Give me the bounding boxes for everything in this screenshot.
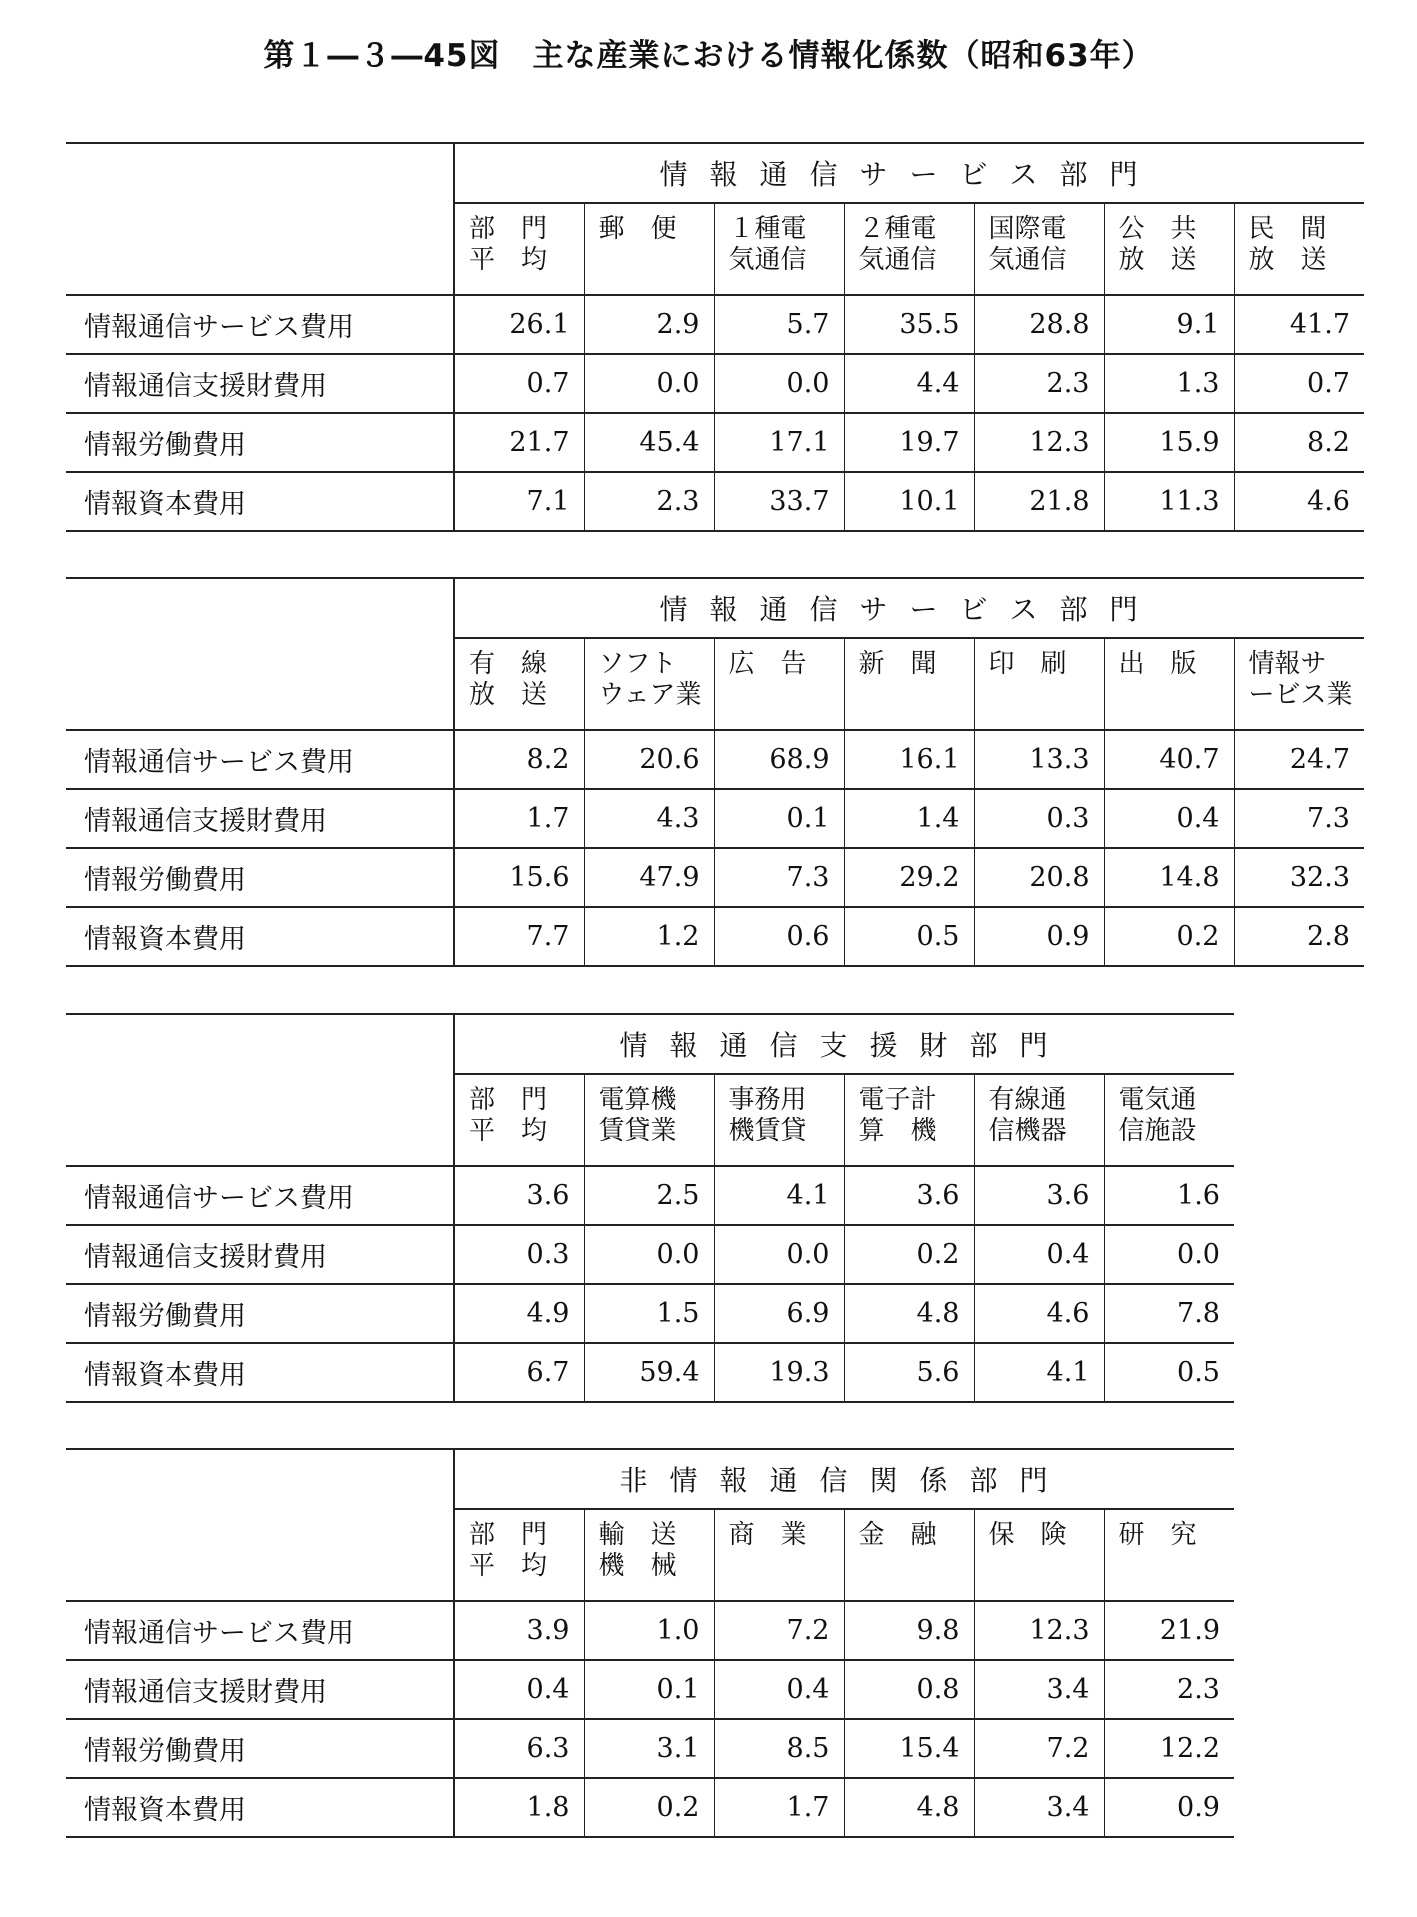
industry-label-line1: 公 共 [1118, 214, 1197, 244]
coefficient-cell: 12.3 [974, 1601, 1104, 1660]
coefficient-cell: 41.7 [1234, 295, 1364, 354]
coefficient-cell: 0.2 [584, 1778, 714, 1837]
coefficient-cell: 1.3 [1104, 354, 1234, 413]
coefficient-cell: 4.8 [844, 1778, 974, 1837]
industry-label-line2: 放 送 [1118, 245, 1197, 275]
industry-column-header [1104, 638, 1234, 730]
coefficient-cell: 7.3 [714, 848, 844, 907]
group-header-row [66, 143, 1364, 203]
coefficient-cell: 0.0 [714, 354, 844, 413]
industry-column-header [1234, 203, 1364, 295]
coefficient-cell: 35.5 [844, 295, 974, 354]
coefficient-cell: 7.2 [974, 1719, 1104, 1778]
coefficient-cell: 20.8 [974, 848, 1104, 907]
coefficient-cell: 1.7 [714, 1778, 844, 1837]
table-row [66, 1601, 1234, 1660]
industry-label-line1: 電気通 [1118, 1085, 1197, 1115]
coefficient-cell: 7.3 [1234, 789, 1364, 848]
industry-column-header [714, 203, 844, 295]
cost-category-label: 情報資本費用 [66, 1778, 454, 1837]
industry-header-row [66, 203, 1364, 295]
coefficient-table [66, 1448, 1234, 1838]
industry-label-line1: 有 線 [469, 649, 548, 679]
coefficient-cell: 10.1 [844, 472, 974, 531]
coefficient-cell: 2.9 [584, 295, 714, 354]
coefficient-cell: 15.9 [1104, 413, 1234, 472]
industry-column-header [974, 1509, 1104, 1601]
industry-header-row [66, 1509, 1234, 1601]
coefficient-cell: 15.6 [454, 848, 584, 907]
coefficient-cell: 4.8 [844, 1284, 974, 1343]
coefficient-cell: 47.9 [584, 848, 714, 907]
stub-header [66, 1074, 454, 1166]
coefficient-cell: 17.1 [714, 413, 844, 472]
table-row [66, 1343, 1234, 1402]
table-row [66, 1284, 1234, 1343]
coefficient-cell: 1.7 [454, 789, 584, 848]
coefficient-cell: 0.4 [454, 1660, 584, 1719]
table-block [66, 1013, 1234, 1403]
industry-column-header [974, 203, 1104, 295]
coefficient-cell: 3.9 [454, 1601, 584, 1660]
industry-column-header [1104, 1509, 1234, 1601]
coefficient-cell: 1.6 [1104, 1166, 1234, 1225]
sector-group-header: 情報通信サービス部門 [454, 143, 1364, 203]
coefficient-cell: 7.1 [454, 472, 584, 531]
coefficient-cell: 3.6 [844, 1166, 974, 1225]
cost-category-label: 情報通信支援財費用 [66, 1660, 454, 1719]
stub-header [66, 1014, 454, 1074]
coefficient-cell: 45.4 [584, 413, 714, 472]
table-row [66, 413, 1364, 472]
coefficient-cell: 14.8 [1104, 848, 1234, 907]
industry-column-header [454, 1509, 584, 1601]
industry-label-line1: 有線通 [988, 1085, 1067, 1115]
cost-category-label: 情報労働費用 [66, 1719, 454, 1778]
industry-label-line1: 研 究 [1118, 1520, 1197, 1550]
coefficient-cell: 12.3 [974, 413, 1104, 472]
group-header-row [66, 1449, 1234, 1509]
coefficient-cell: 20.6 [584, 730, 714, 789]
table-row [66, 1225, 1234, 1284]
table-row [66, 354, 1364, 413]
group-header-row [66, 578, 1364, 638]
coefficient-cell: 1.4 [844, 789, 974, 848]
industry-label-line2: 機 械 [598, 1551, 677, 1581]
coefficient-cell: 6.7 [454, 1343, 584, 1402]
coefficient-cell: 9.1 [1104, 295, 1234, 354]
coefficient-cell: 28.8 [974, 295, 1104, 354]
coefficient-cell: 7.7 [454, 907, 584, 966]
coefficient-cell: 32.3 [1234, 848, 1364, 907]
coefficient-cell: 0.0 [1104, 1225, 1234, 1284]
coefficient-cell: 0.0 [584, 1225, 714, 1284]
cost-category-label: 情報通信サービス費用 [66, 1166, 454, 1225]
cost-category-label: 情報労働費用 [66, 848, 454, 907]
industry-label-line1: ２種電 [858, 214, 937, 244]
industry-label-line2: 放 送 [469, 680, 548, 710]
coefficient-cell: 3.1 [584, 1719, 714, 1778]
coefficient-cell: 0.3 [974, 789, 1104, 848]
industry-label-line1: 部 門 [469, 1520, 548, 1550]
industry-label-line2: 平 均 [469, 1551, 548, 1581]
coefficient-cell: 0.4 [974, 1225, 1104, 1284]
table-row [66, 848, 1364, 907]
coefficient-table [66, 1013, 1234, 1403]
industry-column-header [454, 203, 584, 295]
industry-label-line1: 出 版 [1118, 649, 1197, 679]
industry-column-header [584, 203, 714, 295]
industry-label-line2: 平 均 [469, 245, 548, 275]
coefficient-cell: 0.7 [1234, 354, 1364, 413]
coefficient-cell: 3.4 [974, 1660, 1104, 1719]
coefficient-cell: 16.1 [844, 730, 974, 789]
coefficient-table [66, 142, 1364, 532]
coefficient-cell: 3.6 [454, 1166, 584, 1225]
coefficient-cell: 2.3 [584, 472, 714, 531]
coefficient-cell: 1.5 [584, 1284, 714, 1343]
coefficient-cell: 0.1 [584, 1660, 714, 1719]
cost-category-label: 情報通信支援財費用 [66, 789, 454, 848]
industry-column-header [714, 1074, 844, 1166]
coefficient-cell: 3.4 [974, 1778, 1104, 1837]
table-row [66, 472, 1364, 531]
table-row [66, 295, 1364, 354]
coefficient-cell: 1.8 [454, 1778, 584, 1837]
industry-label-line1: 部 門 [469, 214, 548, 244]
industry-label-line1: 部 門 [469, 1085, 548, 1115]
coefficient-cell: 0.5 [844, 907, 974, 966]
industry-column-header [1104, 1074, 1234, 1166]
coefficient-cell: 0.0 [584, 354, 714, 413]
industry-column-header [1234, 638, 1364, 730]
coefficient-cell: 11.3 [1104, 472, 1234, 531]
industry-column-header [974, 638, 1104, 730]
table-row [66, 789, 1364, 848]
industry-label-line1: 情報サ [1248, 649, 1327, 679]
coefficient-cell: 0.7 [454, 354, 584, 413]
coefficient-cell: 7.8 [1104, 1284, 1234, 1343]
coefficient-cell: 8.5 [714, 1719, 844, 1778]
industry-label-line2: 信施設 [1118, 1116, 1197, 1146]
industry-label-line1: 広 告 [728, 649, 807, 679]
coefficient-cell: 68.9 [714, 730, 844, 789]
coefficient-cell: 2.3 [974, 354, 1104, 413]
stub-header [66, 203, 454, 295]
coefficient-cell: 15.4 [844, 1719, 974, 1778]
coefficient-cell: 6.9 [714, 1284, 844, 1343]
coefficient-cell: 13.3 [974, 730, 1104, 789]
industry-label-line1: 電子計 [858, 1085, 937, 1115]
stub-header [66, 1449, 454, 1509]
coefficient-cell: 40.7 [1104, 730, 1234, 789]
cost-category-label: 情報通信サービス費用 [66, 1601, 454, 1660]
table-row [66, 730, 1364, 789]
table-row [66, 1719, 1234, 1778]
coefficient-cell: 6.3 [454, 1719, 584, 1778]
cost-category-label: 情報通信支援財費用 [66, 1225, 454, 1284]
cost-category-label: 情報資本費用 [66, 907, 454, 966]
coefficient-cell: 0.4 [714, 1660, 844, 1719]
coefficient-cell: 19.7 [844, 413, 974, 472]
industry-column-header [1104, 203, 1234, 295]
table-row [66, 1166, 1234, 1225]
table-row [66, 1660, 1234, 1719]
industry-column-header [454, 638, 584, 730]
coefficient-table [66, 577, 1364, 967]
coefficient-cell: 0.6 [714, 907, 844, 966]
coefficient-cell: 0.2 [1104, 907, 1234, 966]
coefficient-cell: 4.3 [584, 789, 714, 848]
table-block [66, 1448, 1234, 1838]
group-header-row [66, 1014, 1234, 1074]
coefficient-cell: 19.3 [714, 1343, 844, 1402]
industry-label-line2: 賃貸業 [598, 1116, 677, 1146]
table-row [66, 907, 1364, 966]
industry-label-line1: 郵 便 [598, 214, 677, 244]
industry-label-line2: 信機器 [988, 1116, 1067, 1146]
table-block [66, 142, 1364, 532]
stub-header [66, 143, 454, 203]
industry-label-line2: 機賃貸 [728, 1116, 807, 1146]
industry-label-line1: 事務用 [728, 1085, 807, 1115]
coefficient-cell: 0.5 [1104, 1343, 1234, 1402]
coefficient-cell: 2.3 [1104, 1660, 1234, 1719]
industry-column-header [454, 1074, 584, 1166]
coefficient-cell: 4.4 [844, 354, 974, 413]
cost-category-label: 情報通信サービス費用 [66, 730, 454, 789]
coefficient-cell: 0.8 [844, 1660, 974, 1719]
industry-column-header [974, 1074, 1104, 1166]
industry-column-header [714, 1509, 844, 1601]
coefficient-cell: 0.0 [714, 1225, 844, 1284]
industry-label-line2: ウェア業 [598, 680, 702, 710]
coefficient-cell: 4.9 [454, 1284, 584, 1343]
coefficient-cell: 59.4 [584, 1343, 714, 1402]
cost-category-label: 情報労働費用 [66, 1284, 454, 1343]
coefficient-cell: 33.7 [714, 472, 844, 531]
coefficient-cell: 0.4 [1104, 789, 1234, 848]
industry-label-line2: 放 送 [1248, 245, 1327, 275]
coefficient-cell: 3.6 [974, 1166, 1104, 1225]
coefficient-cell: 5.7 [714, 295, 844, 354]
coefficient-cell: 0.3 [454, 1225, 584, 1284]
coefficient-cell: 4.6 [974, 1284, 1104, 1343]
cost-category-label: 情報通信サービス費用 [66, 295, 454, 354]
coefficient-cell: 1.0 [584, 1601, 714, 1660]
industry-label-line1: １種電 [728, 214, 807, 244]
stub-header [66, 1509, 454, 1601]
stub-header [66, 578, 454, 638]
industry-header-row [66, 1074, 1234, 1166]
industry-label-line1: 国際電 [988, 214, 1067, 244]
table-row [66, 1778, 1234, 1837]
coefficient-cell: 0.9 [1104, 1778, 1234, 1837]
industry-label-line1: 電算機 [598, 1085, 677, 1115]
industry-column-header [844, 1509, 974, 1601]
industry-column-header [844, 1074, 974, 1166]
sector-group-header: 非情報通信関係部門 [454, 1449, 1234, 1509]
coefficient-cell: 8.2 [1234, 413, 1364, 472]
industry-label-line1: 印 刷 [988, 649, 1067, 679]
coefficient-cell: 5.6 [844, 1343, 974, 1402]
industry-label-line1: 商 業 [728, 1520, 807, 1550]
industry-column-header [584, 1509, 714, 1601]
cost-category-label: 情報通信支援財費用 [66, 354, 454, 413]
coefficient-cell: 12.2 [1104, 1719, 1234, 1778]
page-title: 第１―３―45図 主な産業における情報化係数（昭和63年） [263, 38, 1154, 74]
industry-column-header [844, 203, 974, 295]
coefficient-cell: 24.7 [1234, 730, 1364, 789]
industry-label-line2: ービス業 [1248, 680, 1353, 710]
industry-label-line1: 新 聞 [858, 649, 937, 679]
industry-label-line1: 民 間 [1248, 214, 1327, 244]
industry-header-row [66, 638, 1364, 730]
industry-label-line2: 算 機 [858, 1116, 937, 1146]
coefficient-cell: 8.2 [454, 730, 584, 789]
industry-label-line2: 気通信 [728, 245, 807, 275]
industry-column-header [584, 1074, 714, 1166]
industry-label-line1: 保 険 [988, 1520, 1067, 1550]
coefficient-cell: 0.9 [974, 907, 1104, 966]
industry-column-header [844, 638, 974, 730]
coefficient-cell: 26.1 [454, 295, 584, 354]
coefficient-cell: 9.8 [844, 1601, 974, 1660]
industry-column-header [584, 638, 714, 730]
industry-label-line1: 金 融 [858, 1520, 937, 1550]
industry-label-line2: 平 均 [469, 1116, 548, 1146]
sector-group-header: 情報通信サービス部門 [454, 578, 1364, 638]
table-block [66, 577, 1364, 967]
coefficient-cell: 2.8 [1234, 907, 1364, 966]
industry-label-line2: 気通信 [988, 245, 1067, 275]
coefficient-cell: 4.1 [974, 1343, 1104, 1402]
industry-label-line1: ソフト [598, 649, 677, 679]
coefficient-cell: 0.2 [844, 1225, 974, 1284]
coefficient-cell: 21.8 [974, 472, 1104, 531]
stub-header [66, 638, 454, 730]
coefficient-cell: 1.2 [584, 907, 714, 966]
cost-category-label: 情報資本費用 [66, 472, 454, 531]
coefficient-cell: 21.9 [1104, 1601, 1234, 1660]
coefficient-cell: 4.1 [714, 1166, 844, 1225]
coefficient-cell: 29.2 [844, 848, 974, 907]
sector-group-header: 情報通信支援財部門 [454, 1014, 1234, 1074]
industry-label-line1: 輸 送 [598, 1520, 677, 1550]
industry-label-line2: 気通信 [858, 245, 937, 275]
cost-category-label: 情報資本費用 [66, 1343, 454, 1402]
coefficient-cell: 2.5 [584, 1166, 714, 1225]
coefficient-cell: 21.7 [454, 413, 584, 472]
cost-category-label: 情報労働費用 [66, 413, 454, 472]
coefficient-cell: 4.6 [1234, 472, 1364, 531]
industry-column-header [714, 638, 844, 730]
coefficient-cell: 0.1 [714, 789, 844, 848]
coefficient-cell: 7.2 [714, 1601, 844, 1660]
